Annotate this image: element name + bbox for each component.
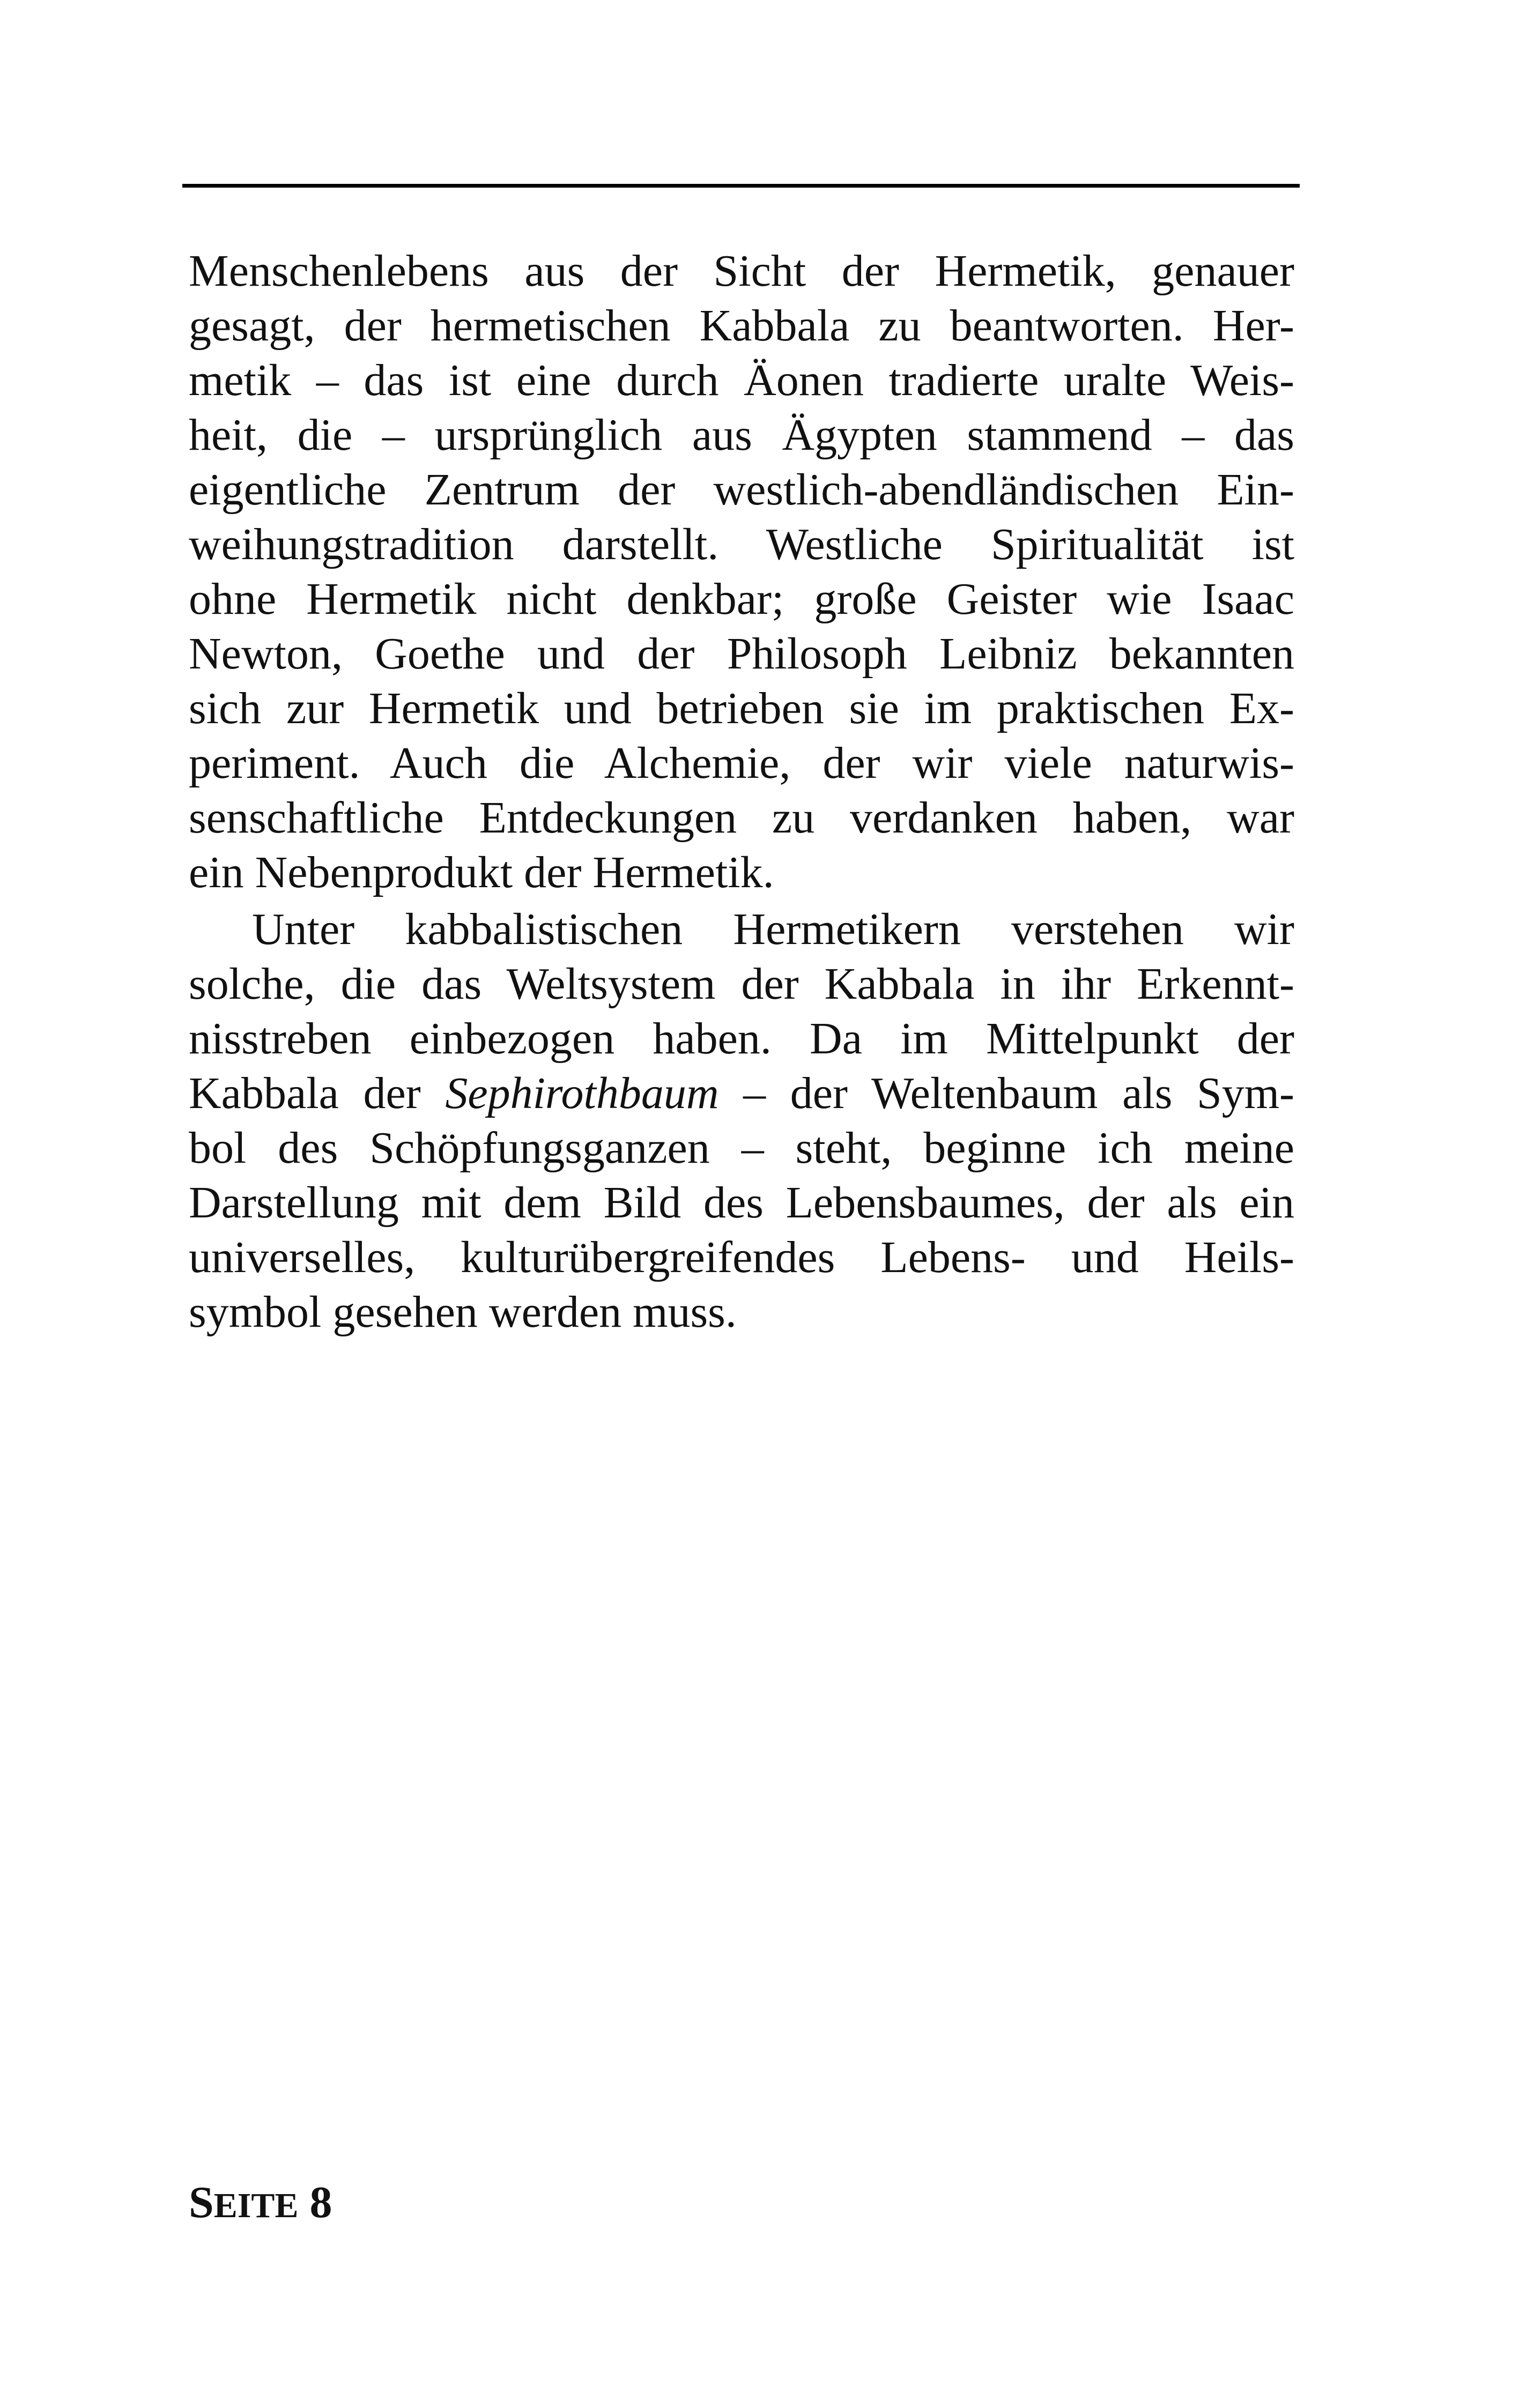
page-number-footer	[189, 2175, 332, 2233]
text-line: gesagt, der hermetischen Kabbala zu beantworten. Her-	[189, 301, 1294, 351]
text-line: universelles, kulturübergreifendes Lebens- und Heils-	[189, 1232, 1294, 1282]
text-line: nisstreben einbezogen haben. Da im Mittelpunkt der	[189, 1014, 1294, 1064]
text-line: Newton, Goethe und der Philosoph Leibniz bekannten	[189, 629, 1294, 679]
text-line: eigentliche Zentrum der westlich-abendländischen Ein-	[189, 465, 1294, 515]
text-line: periment. Auch die Alchemie, der wir viele naturwis-	[189, 738, 1294, 788]
text-line-with-emphasis	[189, 1066, 1294, 1121]
paragraph-2	[189, 902, 1294, 1340]
footer-initial: S	[189, 2177, 214, 2227]
paragraph-1	[189, 244, 1294, 900]
text-line: solche, die das Weltsystem der Kabbala in ihr Erkennt-	[189, 959, 1294, 1009]
text-line: metik – das ist eine durch Äonen tradierte uralte Weis-	[189, 355, 1294, 405]
text-segment: Kabbala der	[189, 1068, 446, 1118]
text-segment: – der Weltenbaum als Sym-	[718, 1068, 1294, 1118]
page-number: 8	[309, 2177, 332, 2227]
text-line: weihungstradition darstellt. Westliche Spiritualität ist	[189, 519, 1294, 569]
text-line: Unter kabbalistischen Hermetikern verstehen wir	[252, 904, 1294, 954]
emphasized-term: Sephirothbaum	[445, 1068, 719, 1118]
footer-label: EITE	[213, 2186, 299, 2225]
text-line: senschaftliche Entdeckungen zu verdanken haben, war	[189, 793, 1294, 843]
text-line: Darstellung mit dem Bild des Lebensbaumes, der als ein	[189, 1178, 1294, 1228]
text-line: sich zur Hermetik und betrieben sie im praktischen Ex-	[189, 683, 1294, 733]
text-line: symbol gesehen werden muss.	[189, 1287, 737, 1337]
header-rule	[182, 184, 1300, 188]
text-line: bol des Schöpfungsganzen – steht, beginne ich meine	[189, 1123, 1294, 1173]
text-line: ohne Hermetik nicht denkbar; große Geister wie Isaac	[189, 574, 1294, 624]
body-text	[189, 244, 1294, 1340]
text-line: ein Nebenprodukt der Hermetik.	[189, 848, 774, 897]
text-line: heit, die – ursprünglich aus Ägypten stammend – das	[189, 410, 1294, 460]
text-line: Menschenlebens aus der Sicht der Hermetik, genauer	[189, 246, 1294, 296]
